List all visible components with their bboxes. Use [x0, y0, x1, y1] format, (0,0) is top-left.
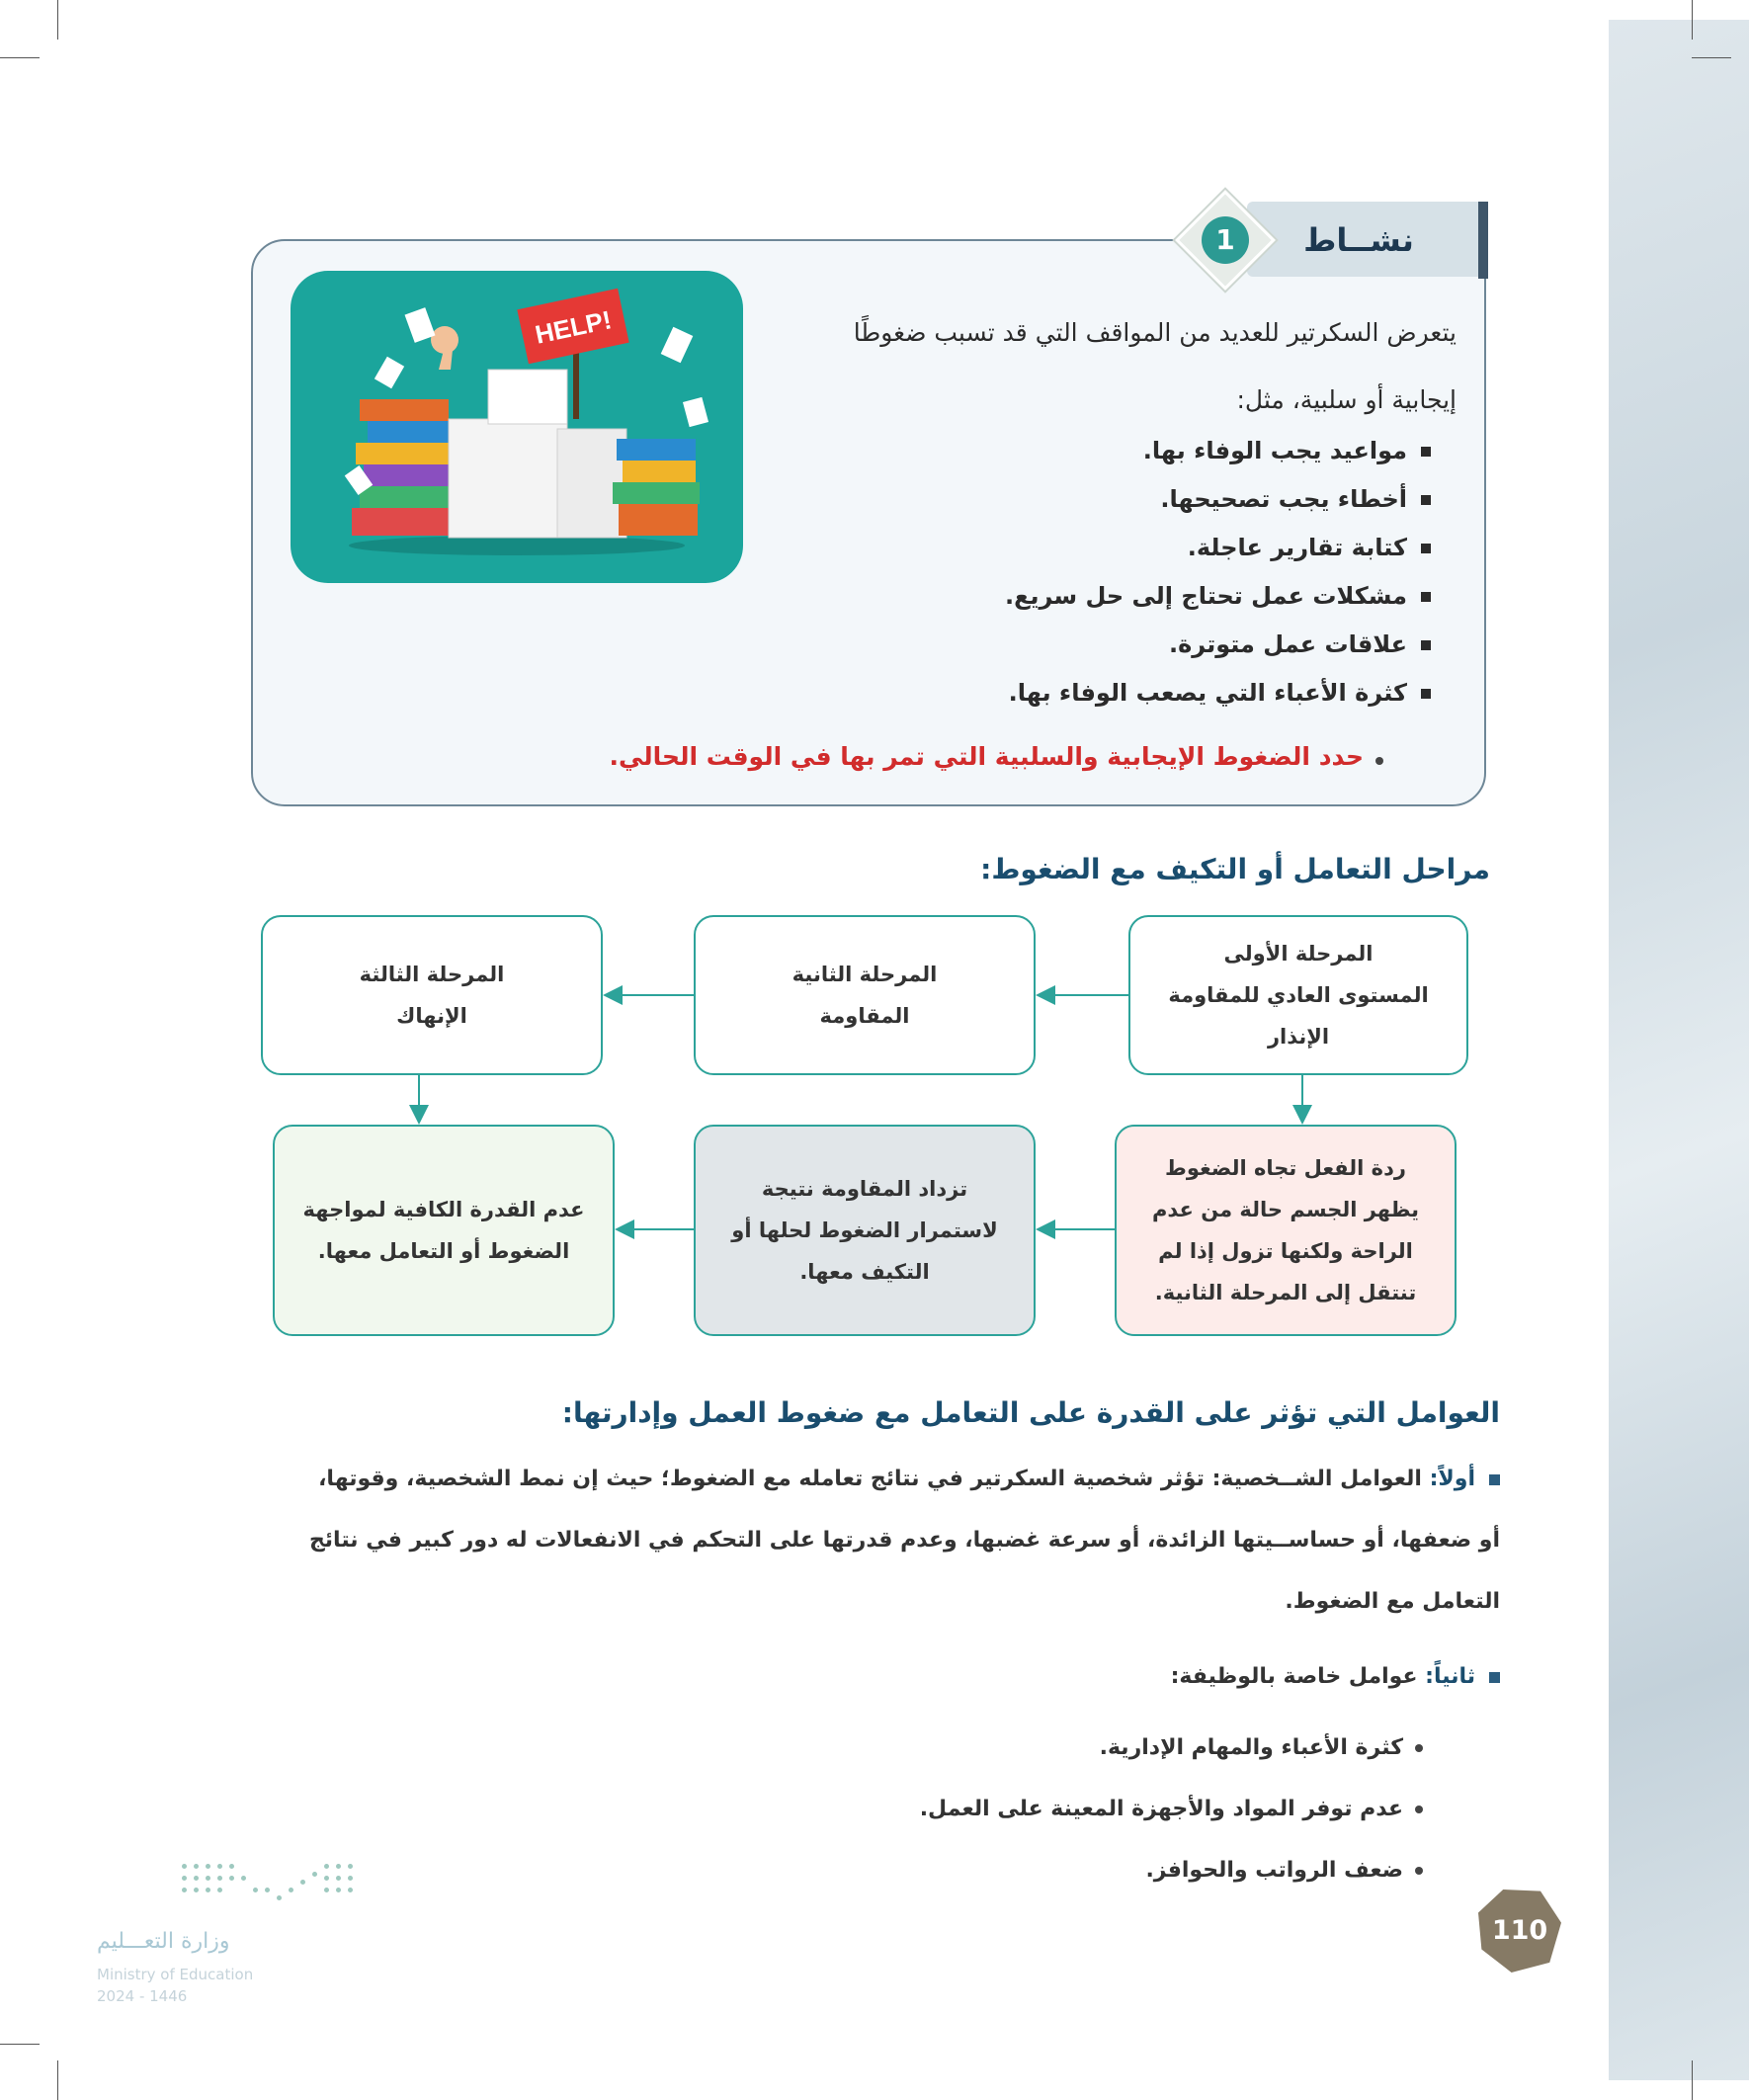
list-item: مشكلات عمل تحتاج إلى حل سريع. [889, 572, 1431, 621]
stage-1-line: الإنذار [1267, 1025, 1330, 1049]
activity-task-text: حدد الضغوط الإيجابية والسلبية التي تمر بها في الوقت الحالي. [609, 742, 1364, 771]
stage-1-title: المرحلة الأولى [1223, 942, 1374, 966]
list-item: أخطاء يجب تصحيحها. [889, 475, 1431, 524]
activity-number: 1 [1202, 216, 1249, 264]
ministry-logo-icon [178, 1860, 356, 1909]
crop-mark [57, 2060, 58, 2100]
list-item-text: عدم توفر المواد والأجهزة المعينة على العمل. [919, 1797, 1403, 1821]
crop-mark [1692, 57, 1731, 58]
factor-second-list [692, 1718, 1423, 1901]
factor-first-line: أو ضعفها، أو حساســيتها الزائدة، أو سرعة غضبها، وعدم قدرتها على التحكم في الانفعالات له دور كبير في نتائج [308, 1528, 1500, 1553]
help-sign-text: HELP! [532, 304, 615, 350]
stages-heading: مراحل التعامل أو التكيف مع الضغوط: [980, 853, 1490, 885]
square-bullet-icon [1489, 1474, 1500, 1485]
activity-title: نشــاط [1303, 221, 1414, 259]
detail-3-line: الضغوط أو التعامل معها. [317, 1239, 570, 1263]
list-item [692, 1718, 1423, 1779]
activity-intro-line2: إيجابية أو سلبية، مثل: [1236, 385, 1457, 414]
stage-2-title: المرحلة الثانية [791, 963, 938, 986]
activity-intro-line1: يتعرض السكرتير للعديد من المواقف التي قد تسبب ضغوطًا [853, 318, 1457, 347]
crop-mark [1692, 2060, 1693, 2100]
factor-second [692, 1646, 1500, 1708]
list-item-text: كثرة الأعباء والمهام الإدارية. [1099, 1735, 1403, 1760]
detail-1-line: ردة الفعل تجاه الضغوط [1165, 1156, 1406, 1180]
square-bullet-icon [1489, 1672, 1500, 1683]
list-item: كتابة تقارير عاجلة. [889, 524, 1431, 572]
list-item: علاقات عمل متوترة. [889, 621, 1431, 669]
detail-1-line: تنتقل إلى المرحلة الثانية. [1154, 1281, 1417, 1304]
detail-1-line: الراحة ولكنها تزول إذا لم [1158, 1239, 1413, 1263]
stage-1-line: المستوى العادي للمقاومة [1168, 983, 1429, 1007]
list-item [692, 1779, 1423, 1840]
factor-second-label: ثانياً: [1425, 1664, 1475, 1689]
list-item-text: ضعف الرواتب والحوافز. [1145, 1858, 1403, 1883]
ministry-year: 2024 - 1446 [97, 1987, 188, 2005]
detail-2-line: التكيف معها. [799, 1260, 930, 1284]
factors-heading: العوامل التي تؤثر على القدرة على التعامل مع ضغوط العمل وإدارتها: [561, 1396, 1500, 1429]
detail-2-line: لاستمرار الضغوط لحلها أو [731, 1218, 998, 1242]
bullet-dot-icon [1415, 1744, 1423, 1752]
factor-first-text: العوامل الشــخصية: تؤثر شخصية السكرتير في نتائج تعامله مع الضغوط؛ حيث إن نمط الشخصية، وقوتها، [318, 1467, 1422, 1491]
factor-first [237, 1449, 1500, 1633]
detail-2-line: تزداد المقاومة نتيجة [761, 1177, 968, 1201]
decorative-side-strip [1609, 20, 1749, 2080]
stage-2-line: المقاومة [819, 1004, 910, 1028]
factor-first-line: التعامل مع الضغوط. [1285, 1589, 1500, 1614]
detail-1-line: يظهر الجسم حالة من عدم [1152, 1198, 1419, 1221]
stage-3-title: المرحلة الثالثة [359, 963, 505, 986]
crop-mark [0, 2044, 40, 2045]
bullet-dot-icon [1415, 1806, 1423, 1813]
detail-3-line: عدم القدرة الكافية لمواجهة [302, 1198, 585, 1221]
stage-3-line: الإنهاك [396, 1004, 467, 1028]
list-item: كثرة الأعباء التي يصعب الوفاء بها. [889, 669, 1431, 717]
page-number: 110 [1491, 1915, 1548, 1946]
crop-mark [1692, 0, 1693, 40]
factor-first-label: أولاً: [1429, 1467, 1475, 1491]
bullet-dot-icon [1415, 1867, 1423, 1875]
list-item [692, 1840, 1423, 1901]
ministry-name-english: Ministry of Education [97, 1966, 254, 1983]
list-item: مواعيد يجب الوفاء بها. [889, 427, 1431, 475]
factor-first-line [237, 1449, 1500, 1510]
factor-second-text: عوامل خاصة بالوظيفة: [1170, 1664, 1418, 1689]
ministry-name-arabic: وزارة التعـــليم [97, 1929, 230, 1954]
